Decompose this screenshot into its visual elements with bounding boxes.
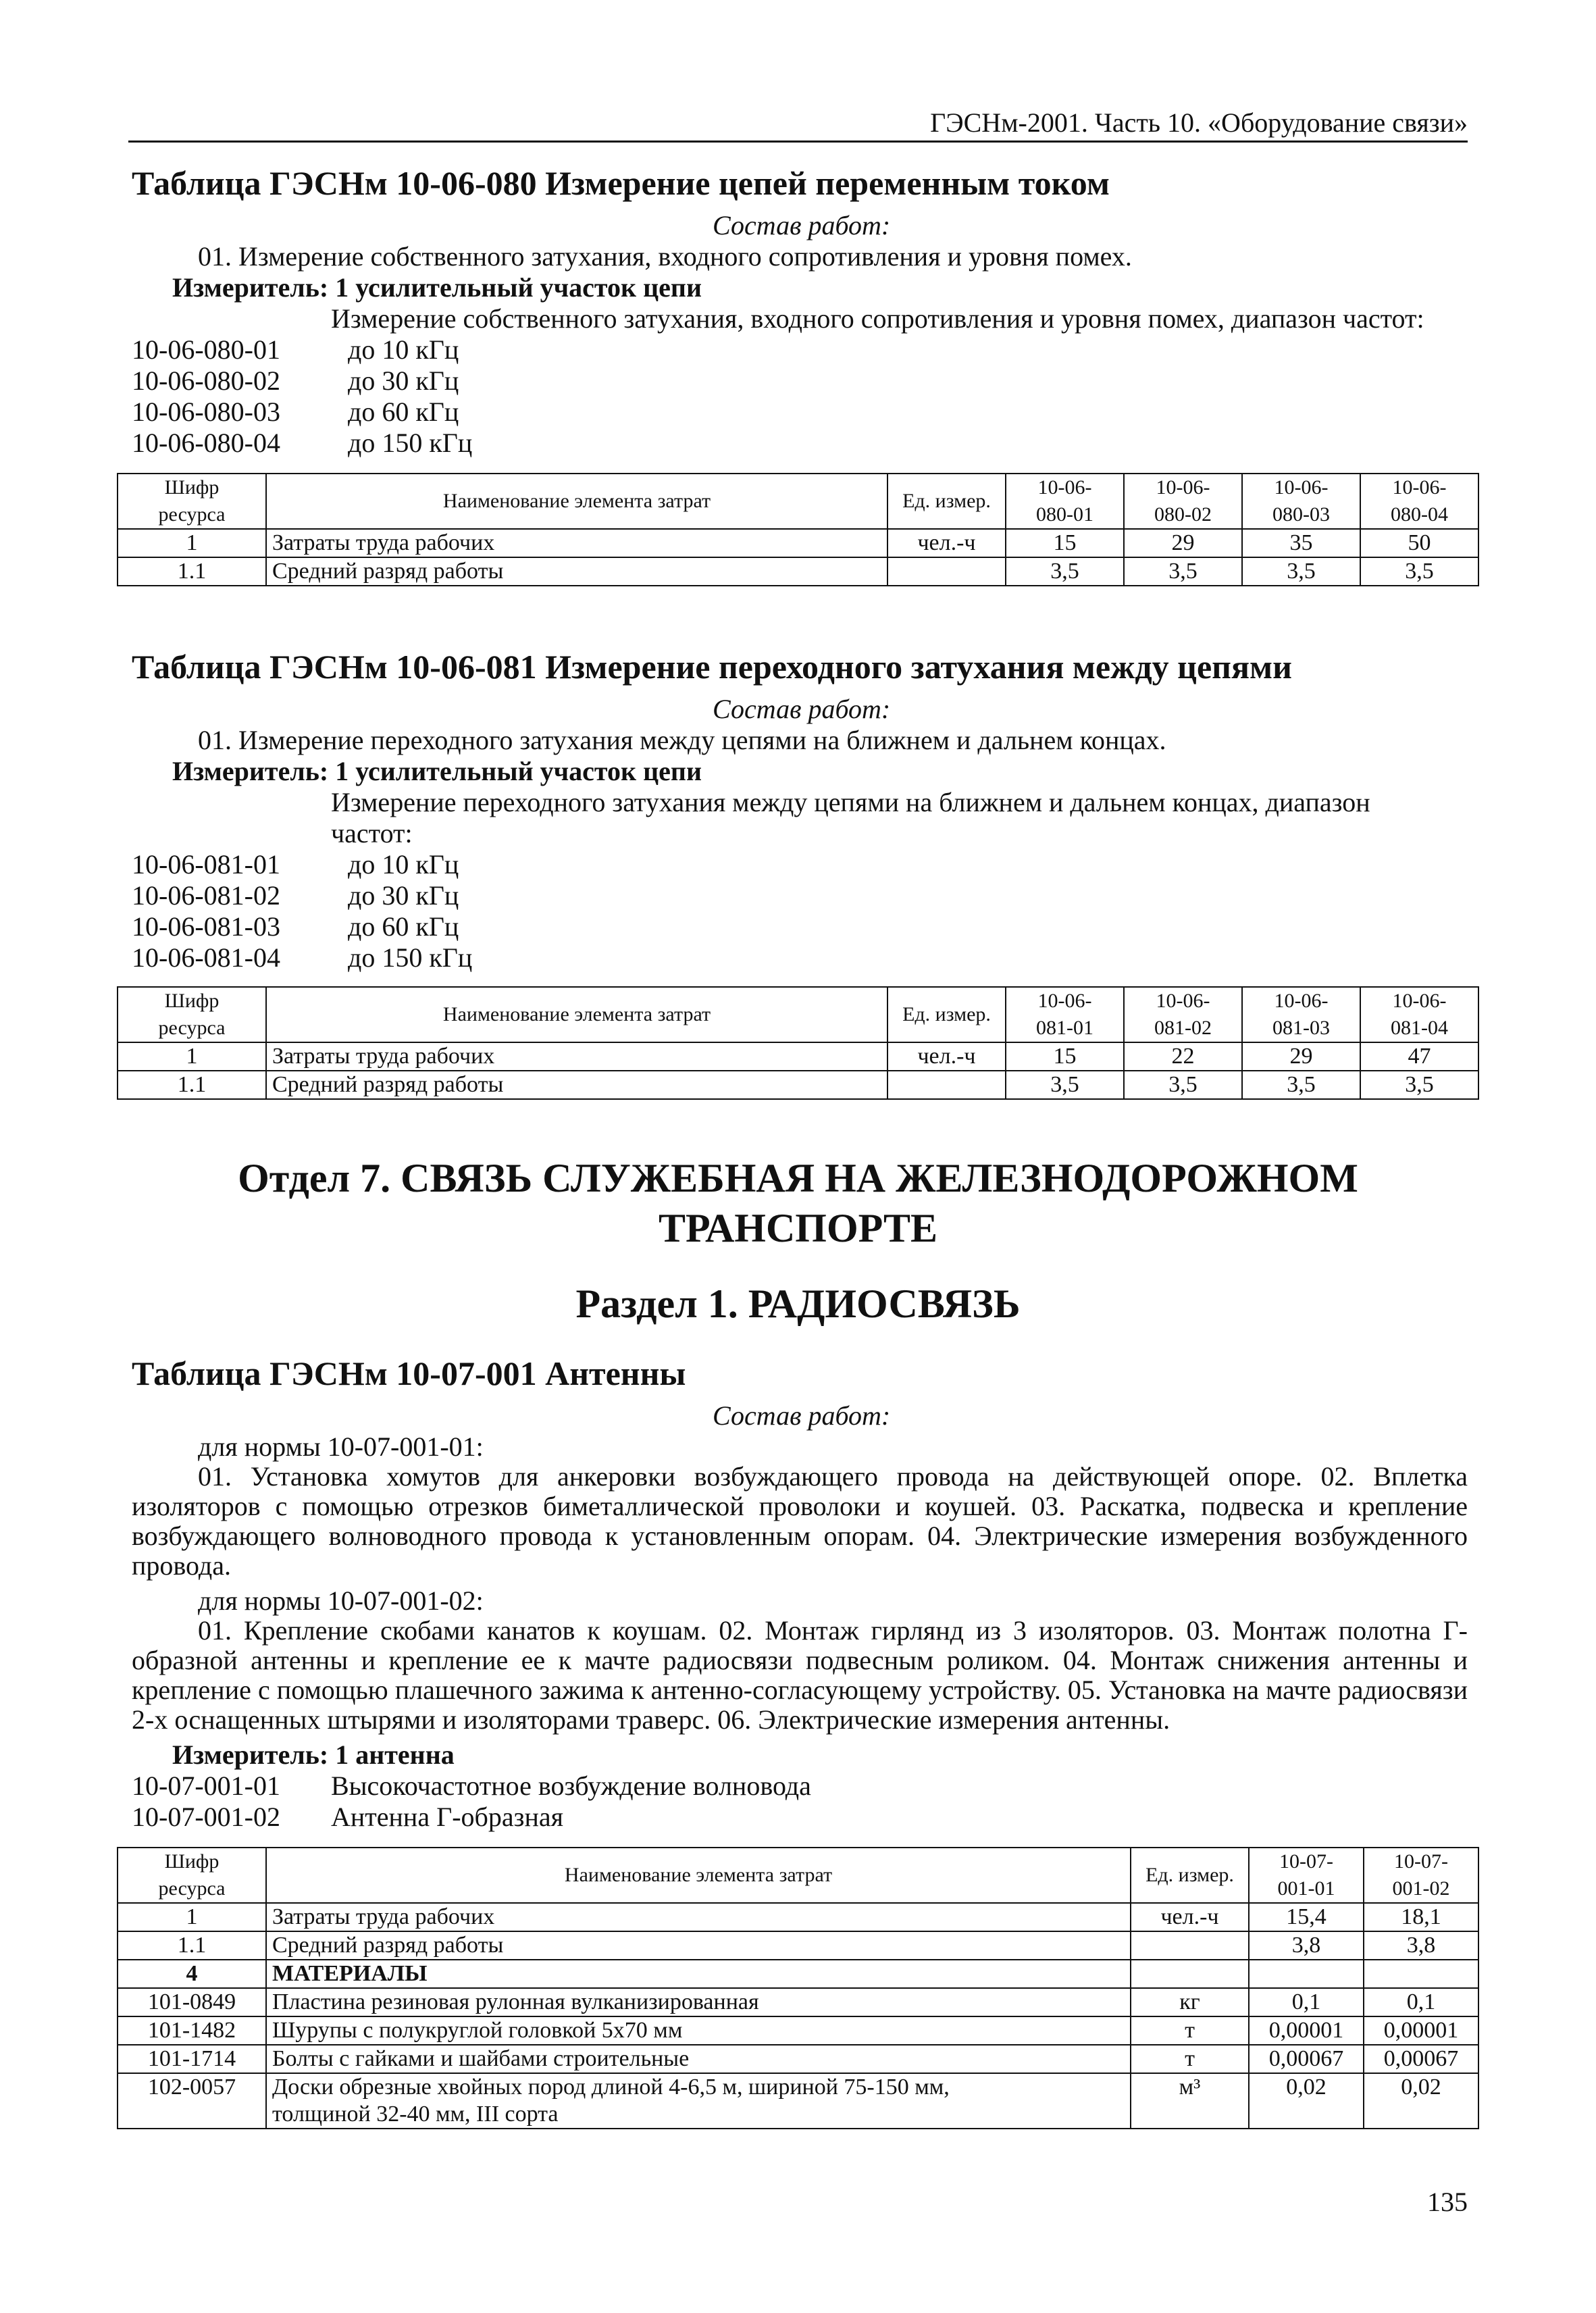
header-norm-col: [1242, 474, 1360, 529]
cell-code: 1: [118, 1903, 266, 1931]
cell-value: 15,4: [1249, 1903, 1364, 1931]
materials-label: МАТЕРИАЛЫ: [266, 1960, 1131, 1988]
table-header-row: [118, 1848, 1478, 1903]
cell-value: 0,00001: [1249, 2016, 1364, 2045]
cell-unit: т: [1131, 2016, 1249, 2045]
work-text-001-01: 01. Установка хомутов для анкеровки возбуждающего провода на действующей опоре. 02. Вплетка изоляторов с помощью отрезков биметаллической проволоки и коушей. 03. Раскатка, подвеска и крепление возбуждающего волноводного провода к установленным опорам. 04. Электрические измерения возбужденного провода.: [132, 1461, 1468, 1581]
cell-value: 3,5: [1360, 557, 1478, 586]
header-code: [118, 474, 266, 529]
table-row: [118, 529, 1478, 557]
cell-value: 0,02: [1364, 2073, 1478, 2129]
col-l1: 10-06-: [1156, 990, 1210, 1012]
cell-code: 4: [118, 1960, 266, 1988]
table-row: [118, 1042, 1478, 1071]
header-unit: Ед. измер.: [887, 987, 1006, 1042]
norm-code: 10-07-001-01: [132, 1771, 280, 1801]
resource-table-080: [117, 473, 1479, 586]
resource-table-081: [117, 986, 1479, 1100]
table-row: [118, 1071, 1478, 1099]
cell-value: 0,1: [1249, 1988, 1364, 2016]
cell-unit: чел.-ч: [1131, 1903, 1249, 1931]
cell-name: Средний разряд работы: [266, 1071, 887, 1099]
col-l2: 001-02: [1392, 1877, 1450, 1900]
norm-code: 10-06-081-02: [132, 880, 280, 911]
col-l2: 081-04: [1391, 1017, 1448, 1039]
cell-name-l1: Доски обрезные хвойных пород длиной 4-6,5 м, шириной 75-150 мм,: [272, 2075, 950, 2100]
cell-code: 1.1: [118, 1071, 266, 1099]
header-rule: [128, 141, 1468, 143]
header-name: Наименование элемента затрат: [266, 474, 887, 529]
header-code-l1: Шифр: [164, 1850, 220, 1873]
cell-unit: м³: [1131, 2073, 1249, 2129]
cell-value: 22: [1124, 1042, 1242, 1071]
cell-value: 35: [1242, 529, 1360, 557]
col-l2: 081-03: [1272, 1017, 1330, 1039]
cell-code: 1.1: [118, 557, 266, 586]
running-header: ГЭСНм-2001. Часть 10. «Оборудование связи»: [930, 107, 1468, 138]
cell-code: 101-1714: [118, 2045, 266, 2073]
cell-unit: т: [1131, 2045, 1249, 2073]
col-l1: 10-06-: [1392, 476, 1447, 499]
header-norm-col: [1124, 987, 1242, 1042]
norm-desc: Высокочастотное возбуждение волновода: [331, 1771, 811, 1801]
col-l1: 10-07-: [1279, 1850, 1333, 1873]
cell-value: 0,1: [1364, 1988, 1478, 2016]
cell-value: 29: [1242, 1042, 1360, 1071]
cell-value: 3,8: [1249, 1931, 1364, 1960]
materials-header-row: [118, 1960, 1478, 1988]
table-header-row: [118, 474, 1478, 529]
cell-unit: [887, 1071, 1006, 1099]
cell-value: 3,8: [1364, 1931, 1478, 1960]
header-unit: Ед. измер.: [887, 474, 1006, 529]
header-name: Наименование элемента затрат: [266, 987, 887, 1042]
cell-name: Болты с гайками и шайбами строительные: [266, 2045, 1131, 2073]
norm-code: 10-06-080-03: [132, 397, 280, 427]
cell-unit: [1131, 1960, 1249, 1988]
norm-desc: Антенна Г-образная: [331, 1802, 564, 1832]
table-row: [118, 2045, 1478, 2073]
col-l1: 10-07-: [1394, 1850, 1448, 1873]
work-text-080: 01. Измерение собственного затухания, входного сопротивления и уровня помех.: [198, 241, 1132, 272]
cell-code: 1: [118, 1042, 266, 1071]
cell-code: 101-0849: [118, 1988, 266, 2016]
cell-name: Затраты труда рабочих: [266, 1903, 1131, 1931]
cell-value: 15: [1006, 529, 1124, 557]
cell-code: 1.1: [118, 1931, 266, 1960]
cell-value: 3,5: [1242, 557, 1360, 586]
table-row: [118, 1988, 1478, 2016]
header-code-l2: ресурса: [158, 1017, 226, 1039]
cell-value: [1249, 1960, 1364, 1988]
cell-name: Средний разряд работы: [266, 1931, 1131, 1960]
section-heading: Раздел 1. РАДИОСВЯЗЬ: [575, 1281, 1021, 1326]
norm-desc: до 150 кГц: [348, 942, 473, 973]
cell-value: 0,00067: [1249, 2045, 1364, 2073]
header-code-l2: ресурса: [158, 503, 226, 526]
cell-unit: чел.-ч: [887, 529, 1006, 557]
header-norm-col: [1360, 474, 1478, 529]
norm-desc: до 30 кГц: [348, 365, 459, 396]
header-norm-col: [1360, 987, 1478, 1042]
cell-value: 47: [1360, 1042, 1478, 1071]
header-norm-col: [1006, 474, 1124, 529]
col-l1: 10-06-: [1274, 476, 1329, 499]
norm-code: 10-06-081-03: [132, 911, 280, 942]
col-l1: 10-06-: [1156, 476, 1210, 499]
cell-code: 1: [118, 529, 266, 557]
cell-value: [1364, 1960, 1478, 1988]
cell-name: Пластина резиновая рулонная вулканизированная: [266, 1988, 1131, 2016]
table-title-001: Таблица ГЭСНм 10-07-001 Антенны: [132, 1354, 686, 1392]
header-code-l1: Шифр: [164, 476, 220, 499]
table-header-row: [118, 987, 1478, 1042]
for-norm-label: для нормы 10-07-001-01:: [198, 1431, 484, 1462]
table-row: [118, 1903, 1478, 1931]
cell-name-l2: толщиной 32-40 мм, III сорта: [272, 2102, 559, 2127]
norms-intro-080: Измерение собственного затухания, входного сопротивления и уровня помех, диапазон частот:: [331, 303, 1424, 334]
norms-intro-081: Измерение переходного затухания между цепями на ближнем и дальнем концах, диапазон: [331, 787, 1370, 817]
cell-value: 3,5: [1360, 1071, 1478, 1099]
norm-desc: до 150 кГц: [348, 428, 473, 458]
cell-name: Затраты труда рабочих: [266, 529, 887, 557]
col-l1: 10-06-: [1274, 990, 1329, 1012]
cell-unit: [1131, 1931, 1249, 1960]
cell-name: [266, 2073, 1131, 2129]
table-title-080: Таблица ГЭСНм 10-06-080 Измерение цепей переменным током: [132, 164, 1110, 202]
col-l1: 10-06-: [1037, 476, 1092, 499]
cell-value: 15: [1006, 1042, 1124, 1071]
cell-value: 0,02: [1249, 2073, 1364, 2129]
meter-081: Измеритель: 1 усилительный участок цепи: [172, 756, 702, 786]
header-name: Наименование элемента затрат: [266, 1848, 1131, 1903]
table-title-081: Таблица ГЭСНм 10-06-081 Измерение переходного затухания между цепями: [132, 648, 1292, 686]
meter-080: Измеритель: 1 усилительный участок цепи: [172, 272, 702, 303]
cell-value: 3,5: [1124, 557, 1242, 586]
composition-label-081: Состав работ:: [713, 694, 891, 724]
col-l1: 10-06-: [1037, 990, 1092, 1012]
norms-intro-081-cont: частот:: [331, 818, 413, 848]
page-number: 135: [1427, 2187, 1468, 2217]
norm-desc: до 60 кГц: [348, 911, 459, 942]
header-norm-col: [1249, 1848, 1364, 1903]
division-heading-cont: ТРАНСПОРТЕ: [658, 1206, 938, 1250]
header-norm-col: [1242, 987, 1360, 1042]
norm-code: 10-06-080-04: [132, 428, 280, 458]
col-l2: 080-03: [1272, 503, 1330, 526]
norm-code: 10-07-001-02: [132, 1802, 280, 1832]
resource-table-001: [117, 1847, 1479, 2129]
norm-code: 10-06-080-02: [132, 365, 280, 396]
cell-name: Затраты труда рабочих: [266, 1042, 887, 1071]
col-l2: 081-02: [1154, 1017, 1212, 1039]
composition-label-001: Состав работ:: [713, 1400, 891, 1431]
cell-value: 3,5: [1242, 1071, 1360, 1099]
cell-name: Средний разряд работы: [266, 557, 887, 586]
norm-desc: до 30 кГц: [348, 880, 459, 911]
col-l2: 081-01: [1036, 1017, 1093, 1039]
cell-name: Шурупы с полукруглой головкой 5х70 мм: [266, 2016, 1131, 2045]
cell-value: 50: [1360, 529, 1478, 557]
cell-value: 3,5: [1006, 1071, 1124, 1099]
header-unit: Ед. измер.: [1131, 1848, 1249, 1903]
norm-desc: до 10 кГц: [348, 849, 459, 880]
table-row: [118, 557, 1478, 586]
col-l1: 10-06-: [1392, 990, 1447, 1012]
cell-value: 0,00067: [1364, 2045, 1478, 2073]
header-code-l2: ресурса: [158, 1877, 226, 1900]
cell-value: 18,1: [1364, 1903, 1478, 1931]
table-row: [118, 1931, 1478, 1960]
col-l2: 080-01: [1036, 503, 1093, 526]
division-heading: Отдел 7. СВЯЗЬ СЛУЖЕБНАЯ НА ЖЕЛЕЗНОДОРОЖНОМ: [238, 1156, 1358, 1200]
header-code: [118, 987, 266, 1042]
meter-001: Измеритель: 1 антенна: [172, 1739, 455, 1770]
work-text-001-02: 01. Крепление скобами канатов к коушам. 02. Монтаж гирлянд из 3 изоляторов. 03. Монтаж полотна Г-образной антенны и крепление ее к мачте радиосвязи подвесным роликом. 04. Монтаж снижения антенны и крепление с помощью плашечного зажима к антенно-согласующему устройству. 05. Установка на мачте радиосвязи 2-х оснащенных штырями и изоляторами траверс. 06. Электрические измерения антенны.: [132, 1615, 1468, 1735]
cell-code: 102-0057: [118, 2073, 266, 2129]
cell-code: 101-1482: [118, 2016, 266, 2045]
cell-value: 0,00001: [1364, 2016, 1478, 2045]
header-code: [118, 1848, 266, 1903]
col-l2: 080-02: [1154, 503, 1212, 526]
col-l2: 001-01: [1277, 1877, 1335, 1900]
header-norm-col: [1124, 474, 1242, 529]
cell-value: 29: [1124, 529, 1242, 557]
header-norm-col: [1006, 987, 1124, 1042]
for-norm-label: для нормы 10-07-001-02:: [198, 1585, 484, 1616]
table-row: [118, 2016, 1478, 2045]
cell-unit: кг: [1131, 1988, 1249, 2016]
cell-value: 3,5: [1006, 557, 1124, 586]
cell-unit: [887, 557, 1006, 586]
composition-label-080: Состав работ:: [713, 210, 891, 240]
norm-code: 10-06-081-04: [132, 942, 280, 973]
norm-code: 10-06-081-01: [132, 849, 280, 880]
norm-desc: до 10 кГц: [348, 334, 459, 365]
work-text-081: 01. Измерение переходного затухания между цепями на ближнем и дальнем концах.: [198, 725, 1166, 755]
header-norm-col: [1364, 1848, 1478, 1903]
norm-code: 10-06-080-01: [132, 334, 280, 365]
header-code-l1: Шифр: [164, 990, 220, 1012]
table-row: [118, 2073, 1478, 2129]
norm-desc: до 60 кГц: [348, 397, 459, 427]
col-l2: 080-04: [1391, 503, 1448, 526]
cell-unit: чел.-ч: [887, 1042, 1006, 1071]
cell-value: 3,5: [1124, 1071, 1242, 1099]
